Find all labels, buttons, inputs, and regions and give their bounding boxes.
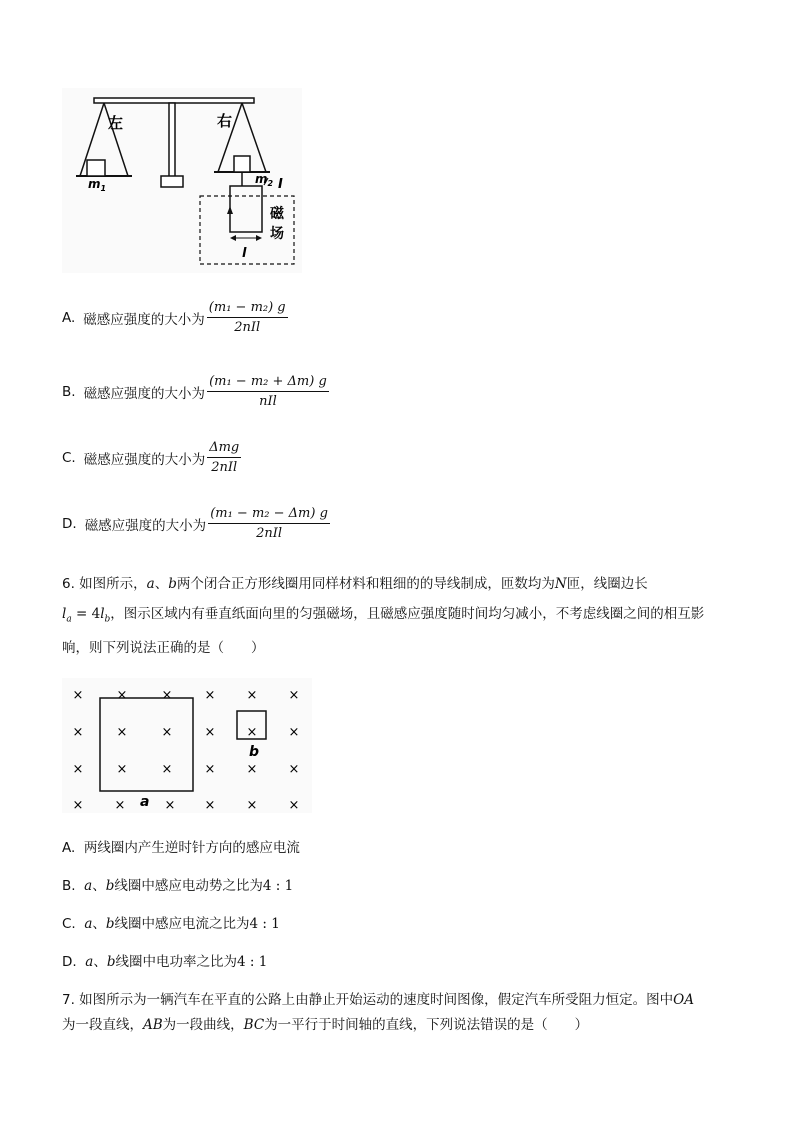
option-text: 磁感应强度的大小为 — [84, 517, 207, 534]
field-cross: × — [288, 725, 300, 740]
option-6b[interactable]: B. a、b线圈中感应电动势之比为4 : 1 — [62, 878, 294, 894]
fraction-denominator: 2nIl — [256, 526, 283, 541]
q7-line-2: 为一段直线，AB为一段曲线，BC为一平行于时间轴的直线，下列说法错误的是（ ） — [62, 1017, 589, 1033]
field-cross: × — [116, 688, 128, 703]
weight-m2 — [234, 156, 250, 172]
label-coil-b: b — [249, 744, 260, 760]
field-cross: × — [204, 798, 216, 813]
field-cross: × — [288, 798, 300, 813]
field-cross: × — [72, 725, 84, 740]
option-label: C. — [62, 449, 76, 466]
label-m1: $m_1$ — [88, 177, 107, 193]
label-length: l — [242, 246, 247, 261]
option-6a[interactable]: A. 两线圈内产生逆时针方向的感应电流 — [62, 840, 300, 856]
field-cross: × — [161, 762, 173, 777]
field-cross: × — [288, 688, 300, 703]
coil-field-figure — [62, 678, 312, 813]
option-6c[interactable]: C. a、b线圈中感应电流之比为4 : 1 — [62, 916, 280, 932]
option-5a[interactable] — [62, 300, 288, 335]
field-cross: × — [72, 798, 84, 813]
fraction-numerator: (m₁ − m₂ + Δm) g — [207, 374, 329, 392]
option-label: D. — [62, 515, 77, 532]
option-5d[interactable] — [62, 506, 330, 541]
field-cross: × — [288, 762, 300, 777]
field-cross: × — [246, 798, 258, 813]
fraction-numerator: (m₁ − m₂ − Δm) g — [208, 506, 330, 524]
fraction-denominator: 2nIl — [211, 460, 238, 475]
fraction — [207, 440, 241, 475]
fraction — [207, 300, 288, 335]
option-6d[interactable]: D. a、b线圈中电功率之比为4 : 1 — [62, 954, 268, 970]
fraction — [207, 374, 329, 409]
option-label: B. — [62, 383, 76, 400]
option-text: 磁感应强度的大小为 — [83, 385, 206, 402]
field-cross: × — [246, 688, 258, 703]
fraction — [208, 506, 330, 541]
label-field-1: 磁 — [270, 206, 284, 222]
option-text: 磁感应强度的大小为 — [83, 311, 205, 328]
field-cross: × — [116, 762, 128, 777]
field-cross: × — [204, 688, 216, 703]
label-coil-a: a — [140, 794, 150, 810]
field-cross: × — [114, 798, 126, 813]
q6-line-1: 6. 如图所示，a、b两个闭合正方形线圈用同样材料和粗细的的导线制成，匝数均为N匝，线圈边长 — [62, 576, 648, 592]
field-cross: × — [161, 688, 173, 703]
field-cross: × — [246, 762, 258, 777]
label-right: 右 — [217, 112, 233, 130]
fraction-denominator: 2nIl — [234, 320, 261, 335]
label-m2: $m_2$ — [255, 172, 274, 188]
field-cross: × — [116, 725, 128, 740]
weight-m1 — [87, 160, 105, 176]
field-cross: × — [204, 762, 216, 777]
q6-line-2: $l_a = 4l_b$，图示区域内有垂直纸面向里的匀强磁场，且磁感应强度随时间均匀减小，不考虑线圈之间的相互影 — [62, 606, 705, 625]
option-text: 磁感应强度的大小为 — [83, 451, 206, 468]
option-5c[interactable] — [62, 440, 241, 475]
option-label: A. — [62, 309, 76, 326]
fraction-denominator: nIl — [259, 394, 277, 409]
field-cross: × — [246, 725, 258, 740]
fraction-numerator: (m₁ − m₂) g — [207, 300, 288, 318]
field-cross: × — [164, 798, 176, 813]
field-cross: × — [204, 725, 216, 740]
label-left: 左 — [108, 114, 124, 132]
field-cross: × — [72, 688, 84, 703]
option-5b[interactable] — [62, 374, 329, 409]
q7-line-1: 7. 如图所示为一辆汽车在平直的公路上由静止开始运动的速度时间图像，假定汽车所受阻力恒定。图中OA — [62, 992, 694, 1008]
label-current: I — [278, 177, 283, 192]
label-field-2: 场 — [270, 226, 284, 242]
field-cross: × — [161, 725, 173, 740]
balance-post — [169, 103, 175, 178]
balance-base — [161, 176, 183, 187]
fraction-numerator: Δmg — [207, 440, 241, 458]
q6-line-3: 响，则下列说法正确的是（ ） — [62, 640, 265, 656]
field-cross: × — [72, 762, 84, 777]
balance-figure — [62, 88, 302, 273]
